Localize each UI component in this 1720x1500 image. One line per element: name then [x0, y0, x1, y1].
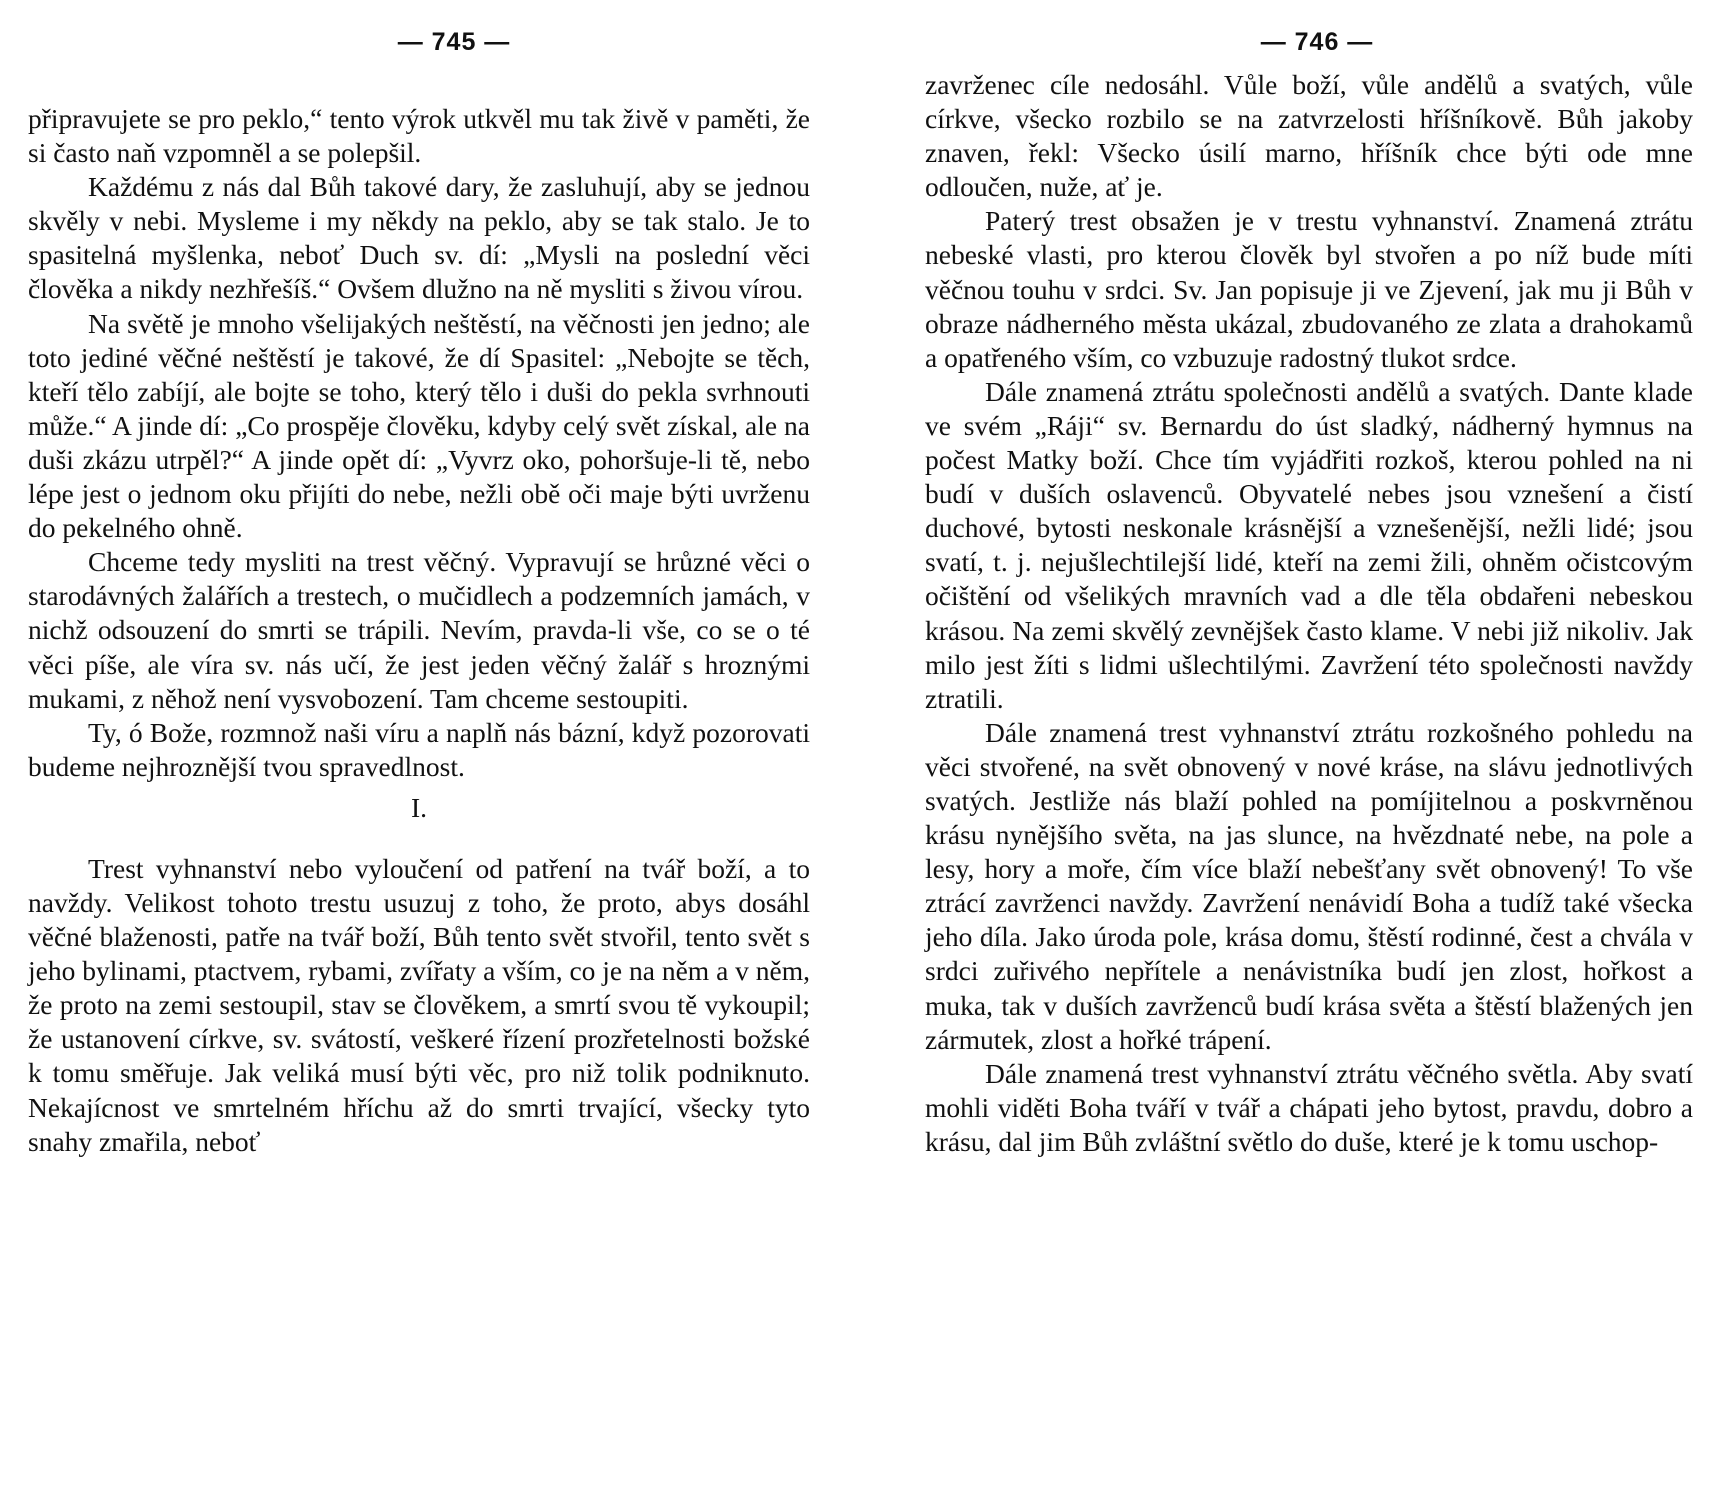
paragraph: zavrženec cíle nedosáhl. Vůle boží, vůle andělů a svatých, vůle církve, všecko rozbilo se na zatvrzelosti hříšníkově. Bůh jakoby znaven, řekl: Všecko úsilí marno, hříšník chce býti ode mne odloučen, nuže, ať je.	[925, 69, 1693, 203]
page-number-745: — 745 —	[397, 28, 511, 56]
section-heading-text: I.	[410, 791, 428, 823]
paragraph: Dále znamená trest vyhnanství ztrátu rozkošného pohledu na věci stvořené, na svět obnovený v nové kráse, na slávu jednotlivých svatých. Jestliže nás blaží pohled na pomíjitelnou a poskvrněnou krásu nynějšího světa, na jas slunce, na hvězdnaté nebe, na pole a lesy, hory a moře, čím více blaží nebešťany svět obnovený! To vše ztrácí zavrženci navždy. Zavržení nenávidí Boha a tudíž také všecka jeho díla. Jako úroda pole, krása domu, štěstí rodinné, čest a chvála v srdci zuřivého nepřítele a nenávistníka budí jen zlost, hořkost a muka, tak v duších zavrženců budí krása světa a štěstí blažených jen zármutek, zlost a hořké trápení.	[925, 716, 1693, 1055]
paragraph: Chceme tedy mysliti na trest věčný. Vypravují se hrůzné věci o starodávných žalářích a trestech, o mučidlech a podzemních jamách, v nichž odsouzení do smrti se trápili. Nevím, pravda-li vše, co se o té věci píše, ale víra sv. nás učí, že jest jeden věčný žalář s hroznými mukami, z něhož není vysvobození. Tam chceme sestoupiti.	[28, 546, 810, 714]
right-page	[925, 0, 1693, 1500]
paragraph: Na světě je mnoho všelijakých neštěstí, na věčnosti jen jedno; ale toto jediné věčné neštěstí je takové, že dí Spasitel: „Nebojte se těch, kteří tělo zabíjí, ale bojte se toho, který tělo i duši do pekla svrhnouti může.“ A jinde dí: „Co prospěje člověku, kdyby celý svět získal, ale na duši zkázu utrpěl?“ A jinde opět dí: „Vyvrz oko, pohoršuje-li tě, nebo lépe jest o jednom oku přijíti do nebe, nežli obě oči maje býti uvrženu do pekelného ohně.	[28, 307, 810, 544]
paragraph: Ty, ó Bože, rozmnož naši víru a naplň nás bázní, když pozorovati budeme nejhroznější tvou spravedlnost.	[28, 716, 810, 782]
left-page-text-column	[28, 102, 810, 1159]
left-page	[28, 0, 810, 1500]
paragraph: Trest vyhnanství nebo vyloučení od patření na tvář boží, a to navždy. Velikost tohoto trestu usuzuj z toho, že proto, abys dosáhl věčné blaženosti, patře na tvář boží, Bůh tento svět stvořil, tento svět s jeho bylinami, ptactvem, rybami, zvířaty a vším, co je na něm a v něm, že proto na zemi sestoupil, stav se člověkem, a smrtí svou tě vykoupil; že ustanovení církve, sv. svátostí, veškeré řízení prozřetelnosti božské k tomu směřuje. Jak veliká musí býti věc, pro niž tolik podniknuto. Nekajícnost ve smrtelném hříchu až do smrti trvající, všecky tyto snahy zmařila, neboť	[28, 852, 810, 1157]
paragraph: Paterý trest obsažen je v trestu vyhnanství. Znamená ztrátu nebeské vlasti, pro kterou člověk byl stvořen a po níž bude míti věčnou touhu v srdci. Sv. Jan popisuje ji ve Zjevení, jak mu ji Bůh v obraze nádherného města ukázal, zbudovaného ze zlata a drahokamů a opatřeného vším, co vzbuzuje radostný tlukot srdce.	[925, 205, 1693, 373]
paragraph: Dále znamená ztrátu společnosti andělů a svatých. Dante klade ve svém „Ráji“ sv. Bernardu do úst sladký, nádherný hymnus na počest Matky boží. Chce tím vyjádřiti rozkoš, kterou pohled na ni budí v duších oslavenců. Obyvatelé nebes jsou vznešení a čistí duchové, bytosti neskonale krásnější a vznešenější, nežli lidé; jsou svatí, t. j. nejušlechtilejší lidé, kteří na zemi žili, ohněm očistcovým očištění od všelikých mravních vad a dle těla obdařeni nebeskou krásou. Na zemi skvělý zevnějšek často klame. V nebi již nikoliv. Jak milo jest žíti s lidmi ušlechtilými. Zavržení této společnosti navždy ztratili.	[925, 375, 1693, 714]
paragraph: připravujete se pro peklo,“ tento výrok utkvěl mu tak živě v paměti, že si často naň vzpomněl a se polepšil.	[28, 103, 810, 169]
paragraph: Každému z nás dal Bůh takové dary, že zasluhují, aby se jednou skvěly v nebi. Mysleme i my někdy na peklo, aby se tak stalo. Je to spasitelná myšlenka, neboť Duch sv. dí: „Mysli na poslední věci člověka a nikdy nezhřešíš.“ Ovšem dlužno na ně mysliti s živou vírou.	[28, 171, 810, 305]
right-page-text-column	[925, 68, 1693, 1159]
section-heading	[28, 784, 810, 852]
paragraph: Dále znamená trest vyhnanství ztrátu věčného světla. Aby svatí mohli viděti Boha tváří v tvář a chápati jeho bytost, pravdu, dobro a krásu, dal jim Bůh zvláštní světlo do duše, které je k tomu uschop-	[925, 1057, 1693, 1157]
page-number-746: — 746 —	[1260, 28, 1374, 56]
